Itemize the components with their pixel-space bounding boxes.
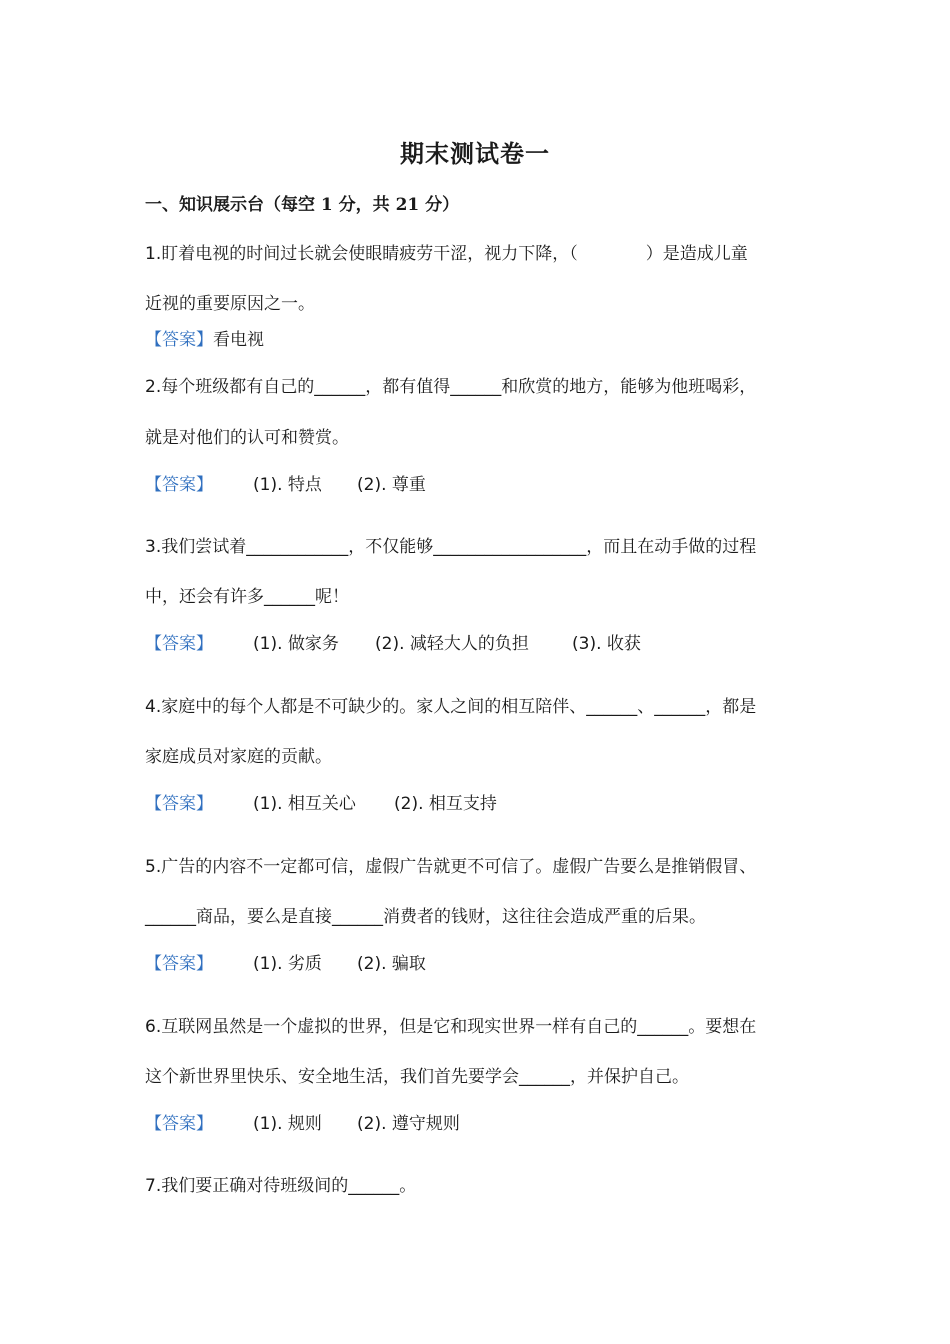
answer-tag: 【答案】 [145,475,213,495]
question-4-line-1: 4.家庭中的每个人都是不可缺少的。家人之间的相互陪伴、______、______，都是 [145,697,757,717]
answer-5-1: (1). 劣质 [253,954,322,974]
answer-6 [145,1109,845,1133]
answer-1-1: 看电视 [213,330,264,350]
answer-2 [145,470,845,494]
question-5-line-2: ______商品，要么是直接______消费者的钱财，这往往会造成严重的后果。 [145,907,706,927]
question-3-line-1: 3.我们尝试着____________，不仅能够__________________，而且在动手做的过程 [145,537,757,557]
answer-tag: 【答案】 [145,954,213,974]
question-2-line-2: 就是对他们的认可和赞赏。 [145,428,349,448]
answer-2-1: (1). 特点 [253,475,322,495]
question-6-line-1: 6.互联网虽然是一个虚拟的世界，但是它和现实世界一样有自己的______。要想在 [145,1017,757,1037]
question-4-line-2: 家庭成员对家庭的贡献。 [145,747,332,767]
answer-5 [145,949,845,973]
answer-4 [145,789,845,813]
section-heading: 一、知识展示台（每空 1 分，共 21 分） [145,195,460,215]
answer-tag: 【答案】 [145,794,213,814]
answer-3-3: (3). 收获 [572,634,641,654]
answer-2-2: (2). 尊重 [357,475,426,495]
answer-tag: 【答案】 [145,1114,213,1134]
answer-tag: 【答案】 [145,330,213,350]
question-2-line-1: 2.每个班级都有自己的______，都有值得______和欣赏的地方，能够为他班喝彩， [145,377,757,397]
answer-6-2: (2). 遵守规则 [357,1114,460,1134]
answer-3-1: (1). 做家务 [253,634,339,654]
answer-3 [145,629,845,653]
question-1-line-2: 近视的重要原因之一。 [145,294,315,314]
question-6-line-2: 这个新世界里快乐、安全地生活，我们首先要学会______，并保护自己。 [145,1067,689,1087]
answer-1 [145,325,264,350]
question-7-line-1: 7.我们要正确对待班级间的______。 [145,1176,417,1196]
answer-4-1: (1). 相互关心 [253,794,356,814]
answer-5-2: (2). 骗取 [357,954,426,974]
question-5-line-1: 5.广告的内容不一定都可信，虚假广告就更不可信了。虚假广告要么是推销假冒、 [145,857,757,877]
answer-tag: 【答案】 [145,634,213,654]
answer-6-1: (1). 规则 [253,1114,322,1134]
answer-4-2: (2). 相互支持 [394,794,497,814]
page-title: 期末测试卷一 [400,139,550,168]
question-1-line-1: 1.盯着电视的时间过长就会使眼睛疲劳干涩，视力下降，（ ）是造成儿童 [145,244,748,264]
question-3-line-2: 中，还会有许多______呢！ [145,587,349,607]
answer-3-2: (2). 减轻大人的负担 [375,634,529,654]
